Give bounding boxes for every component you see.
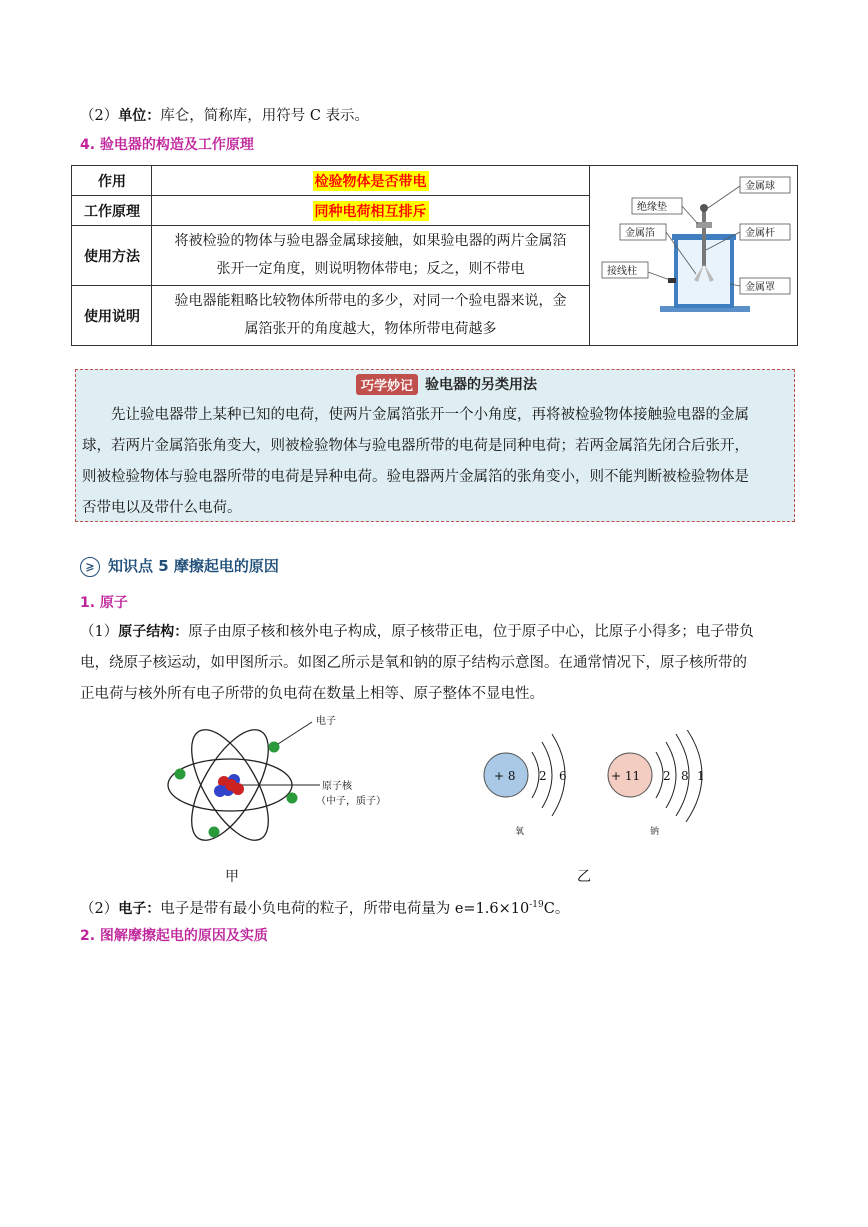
tip-line: 球，若两片金属箔张角变大，则被检验物体与验电器所带的电荷是同种电荷；若两金属箔先闭合后张开， [82,438,749,454]
notes-line1: 验电器能粗略比较物体所带电的多少，对同一个验电器来说，金 [174,293,567,309]
caption-jia: 甲 [225,869,239,885]
section5-title: 知识点 5 摩擦起电的原因 [108,557,279,575]
notes-line2: 属箔张开的角度越大，物体所带电荷越多 [244,321,497,337]
oxygen-charge: + 8 [494,769,516,783]
function-highlight: 检验物体是否带电 [313,171,429,191]
oxygen-shell-2: 6 [559,769,567,783]
unit-text: 库仑，简称库，用符号 C 表示。 [160,108,370,124]
usage-line2: 张开一定角度，则说明物体带电；反之，则不带电 [216,261,525,277]
tip-line: 否带电以及带什么电荷。 [82,500,242,516]
sodium-shell-3: 1 [697,769,705,783]
ion-structure-figure [470,730,730,840]
atom-prefix: （1） [80,624,119,640]
sodium-shell-2: 8 [681,769,689,783]
caption-yi: 乙 [577,869,591,885]
oxygen-name: 氧 [515,827,525,837]
tip-box [75,369,795,522]
label-rod: 金属杆 [745,228,775,239]
tip-title: 验电器的另类用法 [425,377,537,393]
sodium-charge: + 11 [611,769,641,783]
label-foil: 金属箔 [625,228,655,239]
unit-label: 单位： [118,108,161,124]
electron-unit: C。 [543,900,570,917]
ion-svg [470,730,730,840]
oxygen-shell-1: 2 [539,769,547,783]
row-header-notes: 使用说明 [84,308,140,325]
unit-prefix: （2） [80,108,119,124]
electroscope-svg [590,166,797,345]
row-header-function: 作用 [98,173,126,190]
electron-line [80,895,569,919]
row-content-principle [152,196,589,225]
electron-text: 电子是带有最小负电荷的粒子，所带电荷量为 e=1.6×10 [160,900,530,917]
nucleus-label: 原子核 [322,781,352,792]
unit-line [80,106,369,126]
sodium-shell-1: 2 [663,769,671,783]
atom-line: 原子由原子核和核外电子构成，原子核带正电，位于原子中心，比原子小得多；电子带负 [188,624,754,640]
principle-highlight: 同种电荷相互排斥 [313,201,429,221]
label-terminal: 接线柱 [607,266,637,277]
row-header-usage: 使用方法 [84,248,140,265]
atom-title: 1. 原子 [80,595,128,611]
atom-line: 正电荷与核外所有电子所带的负电荷在数量上相等、原子整体不显电性。 [80,686,544,702]
section4-title: 4. 验电器的构造及工作原理 [80,137,254,153]
atom-line: 电，绕原子核运动，如甲图所示。如图乙所示是氧和钠的原子结构示意图。在通常情况下，原子核所带的 [80,655,747,671]
usage-line1: 将被检验的物体与验电器金属球接触，如果验电器的两片金属箔 [174,233,567,249]
tip-badge: 巧学妙记 [356,374,418,395]
electron-prefix: （2） [80,900,119,917]
tip-line: 先让验电器带上某种已知的电荷，使两片金属箔张开一个小角度，再将被检验物体接触验电器的金属 [82,407,749,423]
sodium-name: 钠 [650,827,660,837]
section2-title: 2. 图解摩擦起电的原因及实质 [80,928,268,944]
atom-label: 原子结构： [118,624,189,640]
electroscope-table [71,165,798,346]
electroscope-diagram [590,166,797,345]
label-cover: 金属罩 [745,282,775,293]
label-ball: 金属球 [745,181,775,192]
tip-line: 则被检验物体与验电器所带的电荷是异种电荷。验电器两片金属箔的张角变小，则不能判断被检验物体是 [82,469,749,485]
section5-heading [80,555,279,577]
electron-label: 电子 [316,716,336,727]
label-insulator: 绝缘垫 [637,202,667,213]
row-content-notes [152,286,589,345]
atom-svg [160,712,400,862]
electron-label-text: 电子： [118,900,161,917]
row-content-function [152,166,589,195]
chevron-right-icon: ⩾ [80,557,100,577]
atom-figure [160,712,400,862]
nucleus-sub-label: （中子，质子） [316,796,386,807]
tip-body [82,400,788,524]
electron-exponent: -19 [529,900,544,910]
row-content-usage [152,226,589,285]
row-header-principle: 工作原理 [84,203,140,220]
atom-structure-paragraph [80,617,792,710]
